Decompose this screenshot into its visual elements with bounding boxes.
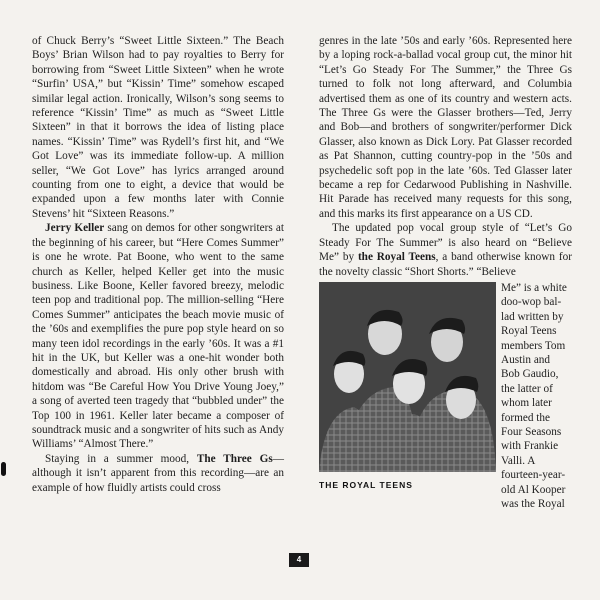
paragraph-text: The updated pop vocal group style of “Let’s Go Steady For The Summer” is also heard on “Believe Me” by [319, 222, 572, 264]
side-text-line: Austin and [501, 353, 551, 366]
paragraph-text: — although it isn’t apparent from this recording—are an example of how fluidly artists could cross [32, 452, 284, 494]
paragraph-text: , a band otherwise known for the novelty classic “Short Shorts.” “Believe [319, 251, 573, 278]
side-text-line: Bob Gaudio, [501, 368, 559, 381]
paragraph-rydell: of Chuck Berry’s “Sweet Little Sixteen.” The Beach Boys’ Brian Wilson had to pay royalties to Berry for borrowing from “Sweet Little Sixteen” when he wrote “Surfin’ USA,” but “Kissin’ Time” somehow escaped similar legal action. Ironically, Wilson’s song seems to reference “Kissin’ Time” as much as “Sweet Little Sixteen” in that it borrows the idea of listing place names. “Kissin’ Time” was Rydell’s first hit, and “We Got Love” was its immediate follow-up. A million seller, “We Got Love” has lyrics arranged around counting from one to eight, a device that would be expanded upon a few months later with Connie Stevens’ hit “Sixteen Reasons.” [32, 35, 284, 220]
side-text-line: formed the [501, 411, 551, 424]
side-text-line: Me” is a white [501, 281, 567, 294]
photo-figure [319, 282, 496, 490]
paragraph-royal-teens [319, 221, 572, 279]
paragraph-three-gs: genres in the late ’50s and early ’60s. Represented here by a loping rock-a-ballad vocal group cut, the minor hit “Let’s Go Steady For The Summer,” the Three Gs turned to folk not long afterward, and Columbia advertised them as one of its country and western acts. The Three Gs were the Glasser brothers—Ted, Jerry and Bob—and brothers of songwriter/performer Dick Glasser, also known as Dick Lory. Pat Glasser recorded as Pat Shannon, cutting country-pop in the ’50s and psychedelic soft pop in the late ’60s. Ted Glasser later became a rep for Cedarwood Publishing in Nashville. Hit Parade has received many requests for this song, and this marks its first appearance on a US CD. [319, 35, 572, 220]
side-text-line: old Al Kooper [501, 483, 566, 496]
side-text-line: was the Royal [501, 498, 565, 510]
band-photo [319, 282, 496, 472]
side-text-line: members Tom [501, 339, 566, 352]
side-text-line: Four Seasons [501, 425, 562, 438]
artist-name-royal-teens: the Royal Teens [357, 251, 436, 264]
paragraph-text: Staying in a summer mood, [45, 452, 197, 465]
side-text-line: the latter of [501, 382, 553, 395]
side-text-line: Royal Teens [501, 325, 557, 338]
side-text-line: Valli. A [501, 454, 536, 467]
left-column [32, 34, 284, 495]
artist-name-jerry-keller: Jerry Keller [45, 222, 105, 235]
right-column [319, 34, 573, 510]
page-number: 4 [289, 553, 309, 567]
photo-side-text [501, 281, 573, 512]
band-photo-illustration [319, 282, 496, 472]
edge-mark [1, 462, 6, 476]
paragraph-jerry-keller [32, 221, 284, 452]
paragraph-three-gs-intro [32, 452, 284, 495]
side-text-line: whom later [501, 397, 552, 410]
photo-caption: THE ROYAL TEENS [319, 479, 413, 490]
side-text-line: lad written by [501, 310, 564, 323]
side-text-line: fourteen-year- [501, 469, 566, 482]
side-text-line: with Frankie [501, 440, 559, 453]
side-text-line: doo-wop bal- [501, 296, 562, 309]
artist-name-three-gs: The Three Gs [196, 452, 273, 465]
paragraph-text: sang on demos for other songwriters at the beginning of his career, but “Here Comes Summer” is one he wrote. Pat Boone, who went to the same church as Keller, helped Keller get into the music business. Like Boone, Keller favored breezy, melodic teen pop and traditional pop. The million-selling “Here Comes Summer” anticipates the beach movie music of the ’60s and exemplifies the pure pop style heard on so many teen idol recordings in the early ’60s. It was a #1 hit in the UK, but Keller was a one-hit wonder both domestically and abroad. His only other brush with hitdom was “Be Careful How You Drive Young Joey,” a song of averted teen tragedy that “bubbled under” the Top 100 in 1961. Keller later became a composer of soundtrack music and a songwriter of hits such as Andy Williams’ “Almost There.” [32, 222, 285, 451]
photo-block [319, 281, 572, 510]
